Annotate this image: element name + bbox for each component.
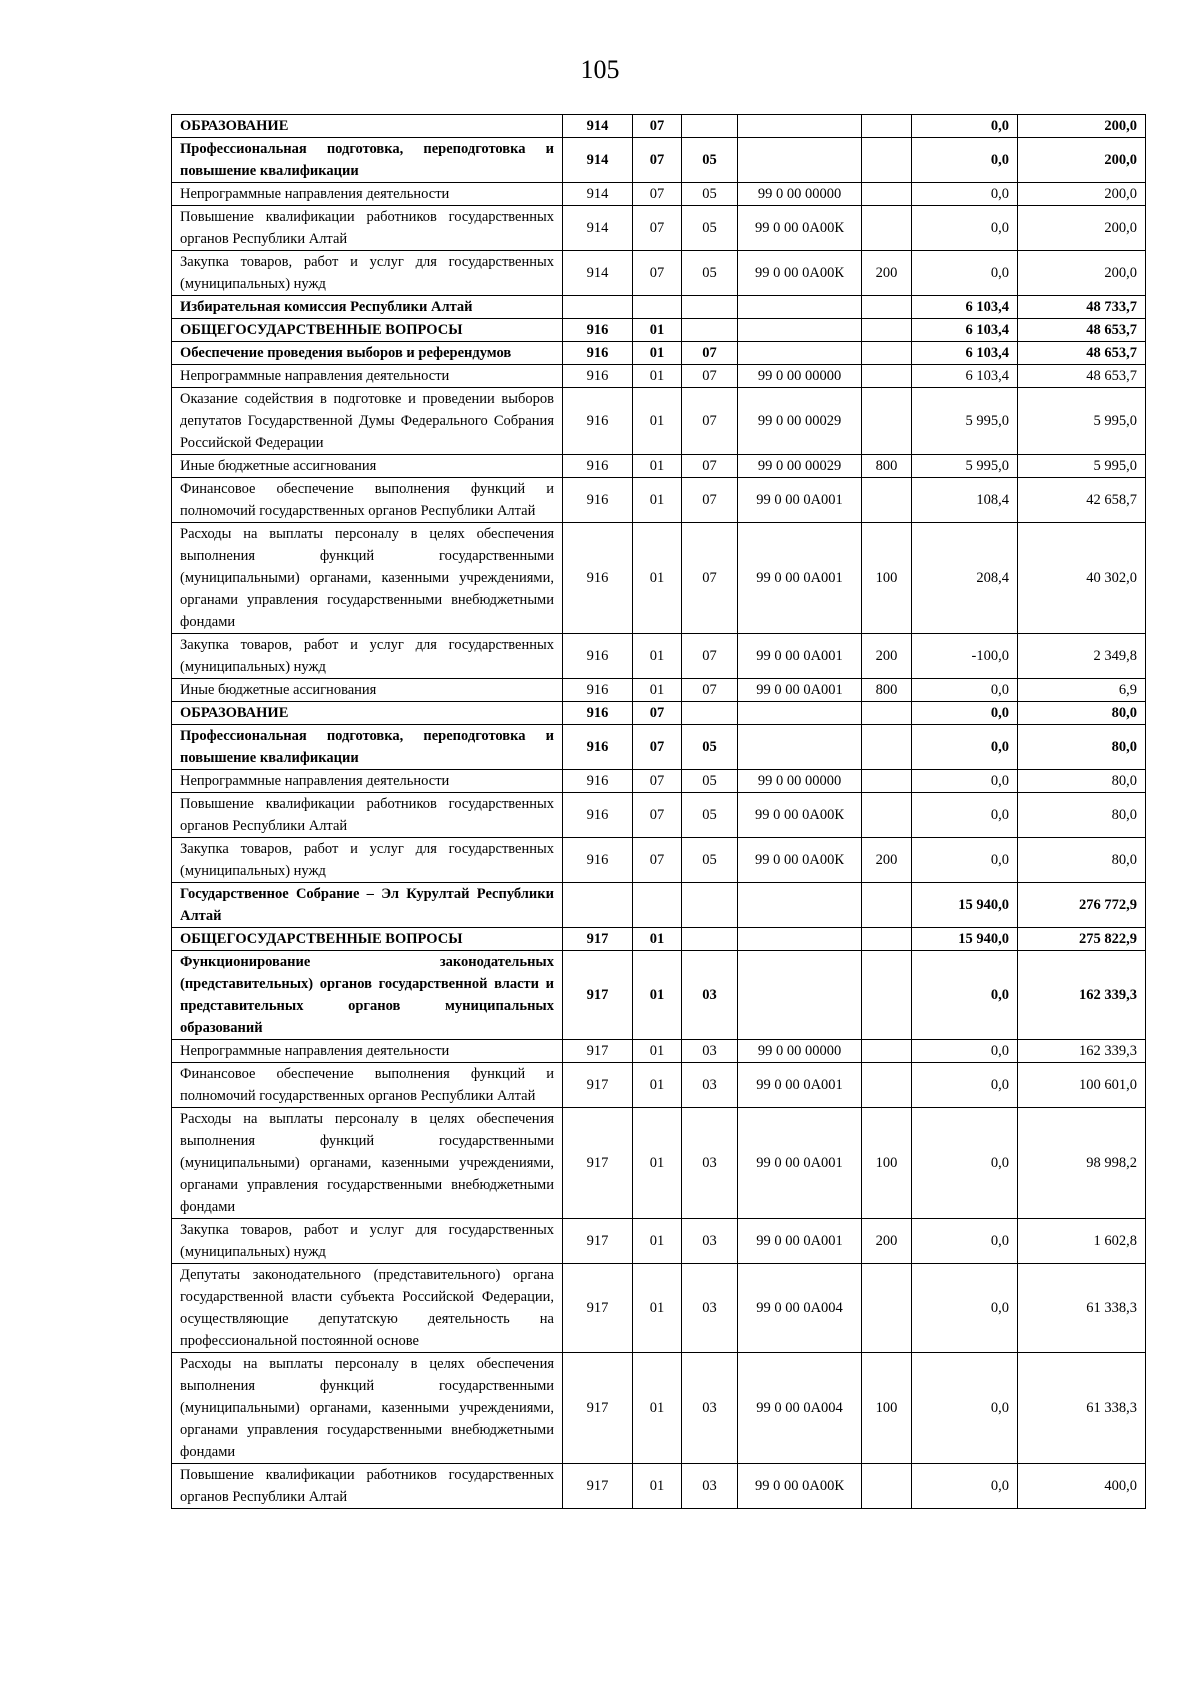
row-name-cell: Оказание содействия в подготовке и проведении выборов депутатов Государственной Думы Федерального Собрания Российской Федерации bbox=[172, 388, 563, 455]
amount-total-cell: 400,0 bbox=[1018, 1464, 1146, 1509]
target-article-cell bbox=[738, 115, 862, 138]
expense-type-cell: 100 bbox=[862, 1108, 912, 1219]
admin-code-cell: 916 bbox=[563, 679, 633, 702]
target-article-cell: 99 0 00 00029 bbox=[738, 455, 862, 478]
table-row bbox=[172, 1219, 1146, 1264]
expense-type-cell bbox=[862, 725, 912, 770]
table-row bbox=[172, 342, 1146, 365]
section-code-cell: 01 bbox=[633, 1108, 682, 1219]
subsection-code-cell bbox=[682, 319, 738, 342]
amount-change-cell: 15 940,0 bbox=[912, 928, 1018, 951]
row-name-cell: Непрограммные направления деятельности bbox=[172, 183, 563, 206]
target-article-cell: 99 0 00 00029 bbox=[738, 388, 862, 455]
expense-type-cell bbox=[862, 183, 912, 206]
admin-code-cell: 916 bbox=[563, 634, 633, 679]
section-code-cell: 07 bbox=[633, 138, 682, 183]
section-code-cell: 01 bbox=[633, 1353, 682, 1464]
table-row bbox=[172, 725, 1146, 770]
amount-change-cell: 0,0 bbox=[912, 138, 1018, 183]
amount-total-cell: 200,0 bbox=[1018, 183, 1146, 206]
amount-change-cell: 0,0 bbox=[912, 1108, 1018, 1219]
table-row bbox=[172, 319, 1146, 342]
amount-change-cell: 0,0 bbox=[912, 793, 1018, 838]
subsection-code-cell: 03 bbox=[682, 951, 738, 1040]
section-code-cell bbox=[633, 883, 682, 928]
amount-change-cell: 0,0 bbox=[912, 206, 1018, 251]
amount-total-cell: 98 998,2 bbox=[1018, 1108, 1146, 1219]
section-code-cell: 01 bbox=[633, 523, 682, 634]
section-code-cell: 01 bbox=[633, 342, 682, 365]
target-article-cell: 99 0 00 0А004 bbox=[738, 1264, 862, 1353]
row-name-cell: Иные бюджетные ассигнования bbox=[172, 679, 563, 702]
target-article-cell bbox=[738, 296, 862, 319]
target-article-cell: 99 0 00 00000 bbox=[738, 365, 862, 388]
target-article-cell bbox=[738, 883, 862, 928]
amount-change-cell: 0,0 bbox=[912, 951, 1018, 1040]
target-article-cell bbox=[738, 951, 862, 1040]
section-code-cell: 01 bbox=[633, 1040, 682, 1063]
table-row bbox=[172, 883, 1146, 928]
target-article-cell: 99 0 00 0А00К bbox=[738, 1464, 862, 1509]
section-code-cell: 07 bbox=[633, 702, 682, 725]
amount-change-cell: 0,0 bbox=[912, 115, 1018, 138]
section-code-cell: 01 bbox=[633, 365, 682, 388]
section-code-cell: 01 bbox=[633, 478, 682, 523]
section-code-cell: 01 bbox=[633, 634, 682, 679]
section-code-cell: 07 bbox=[633, 183, 682, 206]
amount-total-cell: 48 733,7 bbox=[1018, 296, 1146, 319]
amount-change-cell: 0,0 bbox=[912, 770, 1018, 793]
amount-total-cell: 80,0 bbox=[1018, 725, 1146, 770]
amount-total-cell: 200,0 bbox=[1018, 115, 1146, 138]
amount-total-cell: 200,0 bbox=[1018, 251, 1146, 296]
admin-code-cell: 916 bbox=[563, 770, 633, 793]
amount-change-cell: 0,0 bbox=[912, 1063, 1018, 1108]
row-name-cell: Закупка товаров, работ и услуг для государственных (муниципальных) нужд bbox=[172, 838, 563, 883]
row-name-cell: Закупка товаров, работ и услуг для государственных (муниципальных) нужд bbox=[172, 1219, 563, 1264]
subsection-code-cell: 03 bbox=[682, 1108, 738, 1219]
subsection-code-cell: 07 bbox=[682, 478, 738, 523]
table-row bbox=[172, 478, 1146, 523]
amount-total-cell: 48 653,7 bbox=[1018, 319, 1146, 342]
admin-code-cell: 916 bbox=[563, 725, 633, 770]
row-name-cell: Расходы на выплаты персоналу в целях обеспечения выполнения функций государственными (муниципальными) органами, казенными учреждениями, органами управления государственными внебюджетными фондами bbox=[172, 1108, 563, 1219]
expense-type-cell: 200 bbox=[862, 634, 912, 679]
table-row bbox=[172, 455, 1146, 478]
subsection-code-cell: 05 bbox=[682, 770, 738, 793]
admin-code-cell: 914 bbox=[563, 251, 633, 296]
admin-code-cell: 914 bbox=[563, 206, 633, 251]
admin-code-cell: 917 bbox=[563, 1108, 633, 1219]
target-article-cell bbox=[738, 702, 862, 725]
subsection-code-cell: 05 bbox=[682, 138, 738, 183]
section-code-cell: 01 bbox=[633, 679, 682, 702]
table-row bbox=[172, 951, 1146, 1040]
admin-code-cell: 916 bbox=[563, 342, 633, 365]
subsection-code-cell: 05 bbox=[682, 251, 738, 296]
admin-code-cell: 914 bbox=[563, 138, 633, 183]
subsection-code-cell: 07 bbox=[682, 455, 738, 478]
amount-total-cell: 80,0 bbox=[1018, 793, 1146, 838]
amount-change-cell: 5 995,0 bbox=[912, 455, 1018, 478]
row-name-cell: Расходы на выплаты персоналу в целях обеспечения выполнения функций государственными (муниципальными) органами, казенными учреждениями, органами управления государственными внебюджетными фондами bbox=[172, 523, 563, 634]
subsection-code-cell: 07 bbox=[682, 388, 738, 455]
admin-code-cell: 916 bbox=[563, 793, 633, 838]
amount-total-cell: 48 653,7 bbox=[1018, 342, 1146, 365]
admin-code-cell bbox=[563, 296, 633, 319]
amount-change-cell: 6 103,4 bbox=[912, 319, 1018, 342]
expense-type-cell: 200 bbox=[862, 838, 912, 883]
admin-code-cell: 916 bbox=[563, 838, 633, 883]
target-article-cell: 99 0 00 0А001 bbox=[738, 523, 862, 634]
table-row bbox=[172, 1108, 1146, 1219]
amount-total-cell: 5 995,0 bbox=[1018, 388, 1146, 455]
row-name-cell: Расходы на выплаты персоналу в целях обеспечения выполнения функций государственными (муниципальными) органами, казенными учреждениями, органами управления государственными внебюджетными фондами bbox=[172, 1353, 563, 1464]
expense-type-cell bbox=[862, 478, 912, 523]
amount-change-cell: 6 103,4 bbox=[912, 365, 1018, 388]
table-row bbox=[172, 1040, 1146, 1063]
subsection-code-cell: 07 bbox=[682, 679, 738, 702]
section-code-cell: 01 bbox=[633, 319, 682, 342]
amount-total-cell: 276 772,9 bbox=[1018, 883, 1146, 928]
target-article-cell: 99 0 00 00000 bbox=[738, 183, 862, 206]
amount-total-cell: 162 339,3 bbox=[1018, 951, 1146, 1040]
amount-change-cell: 15 940,0 bbox=[912, 883, 1018, 928]
subsection-code-cell bbox=[682, 702, 738, 725]
target-article-cell: 99 0 00 0А004 bbox=[738, 1353, 862, 1464]
admin-code-cell: 916 bbox=[563, 319, 633, 342]
subsection-code-cell: 03 bbox=[682, 1219, 738, 1264]
table-row bbox=[172, 770, 1146, 793]
expense-type-cell bbox=[862, 770, 912, 793]
expense-type-cell: 200 bbox=[862, 1219, 912, 1264]
amount-total-cell: 80,0 bbox=[1018, 770, 1146, 793]
table-row bbox=[172, 1264, 1146, 1353]
table-row bbox=[172, 183, 1146, 206]
row-name-cell: Повышение квалификации работников государственных органов Республики Алтай bbox=[172, 793, 563, 838]
row-name-cell: Закупка товаров, работ и услуг для государственных (муниципальных) нужд bbox=[172, 634, 563, 679]
section-code-cell: 07 bbox=[633, 793, 682, 838]
target-article-cell: 99 0 00 0А001 bbox=[738, 478, 862, 523]
expense-type-cell bbox=[862, 388, 912, 455]
subsection-code-cell: 07 bbox=[682, 634, 738, 679]
table-row bbox=[172, 388, 1146, 455]
section-code-cell: 01 bbox=[633, 388, 682, 455]
amount-total-cell: 162 339,3 bbox=[1018, 1040, 1146, 1063]
subsection-code-cell: 07 bbox=[682, 342, 738, 365]
row-name-cell: Обеспечение проведения выборов и референдумов bbox=[172, 342, 563, 365]
amount-total-cell: 61 338,3 bbox=[1018, 1353, 1146, 1464]
section-code-cell: 01 bbox=[633, 1063, 682, 1108]
subsection-code-cell: 03 bbox=[682, 1264, 738, 1353]
row-name-cell: Государственное Собрание – Эл Курултай Республики Алтай bbox=[172, 883, 563, 928]
target-article-cell bbox=[738, 138, 862, 183]
row-name-cell: Функционирование законодательных (представительных) органов государственной власти и представительных органов муниципальных образований bbox=[172, 951, 563, 1040]
amount-total-cell: 1 602,8 bbox=[1018, 1219, 1146, 1264]
admin-code-cell: 917 bbox=[563, 1464, 633, 1509]
subsection-code-cell: 07 bbox=[682, 523, 738, 634]
expense-type-cell bbox=[862, 793, 912, 838]
row-name-cell: ОБРАЗОВАНИЕ bbox=[172, 115, 563, 138]
amount-total-cell: 48 653,7 bbox=[1018, 365, 1146, 388]
section-code-cell: 01 bbox=[633, 1219, 682, 1264]
budget-table bbox=[171, 114, 1146, 1509]
subsection-code-cell: 03 bbox=[682, 1353, 738, 1464]
admin-code-cell: 917 bbox=[563, 1353, 633, 1464]
amount-change-cell: 6 103,4 bbox=[912, 342, 1018, 365]
expense-type-cell bbox=[862, 319, 912, 342]
table-row bbox=[172, 115, 1146, 138]
admin-code-cell: 916 bbox=[563, 388, 633, 455]
expense-type-cell bbox=[862, 951, 912, 1040]
table-row bbox=[172, 634, 1146, 679]
row-name-cell: Избирательная комиссия Республики Алтай bbox=[172, 296, 563, 319]
amount-total-cell: 6,9 bbox=[1018, 679, 1146, 702]
target-article-cell: 99 0 00 0А00К bbox=[738, 206, 862, 251]
section-code-cell bbox=[633, 296, 682, 319]
table-row bbox=[172, 1063, 1146, 1108]
amount-total-cell: 275 822,9 bbox=[1018, 928, 1146, 951]
subsection-code-cell: 03 bbox=[682, 1464, 738, 1509]
target-article-cell bbox=[738, 725, 862, 770]
amount-change-cell: 0,0 bbox=[912, 838, 1018, 883]
amount-change-cell: 6 103,4 bbox=[912, 296, 1018, 319]
amount-total-cell: 200,0 bbox=[1018, 138, 1146, 183]
section-code-cell: 07 bbox=[633, 770, 682, 793]
amount-total-cell: 2 349,8 bbox=[1018, 634, 1146, 679]
subsection-code-cell: 07 bbox=[682, 365, 738, 388]
subsection-code-cell bbox=[682, 883, 738, 928]
expense-type-cell: 800 bbox=[862, 455, 912, 478]
expense-type-cell bbox=[862, 883, 912, 928]
amount-change-cell: 208,4 bbox=[912, 523, 1018, 634]
subsection-code-cell: 05 bbox=[682, 793, 738, 838]
row-name-cell: Непрограммные направления деятельности bbox=[172, 770, 563, 793]
row-name-cell: Закупка товаров, работ и услуг для государственных (муниципальных) нужд bbox=[172, 251, 563, 296]
target-article-cell bbox=[738, 319, 862, 342]
expense-type-cell bbox=[862, 296, 912, 319]
row-name-cell: Финансовое обеспечение выполнения функций и полномочий государственных органов Республики Алтай bbox=[172, 478, 563, 523]
row-name-cell: Профессиональная подготовка, переподготовка и повышение квалификации bbox=[172, 725, 563, 770]
amount-change-cell: 0,0 bbox=[912, 1353, 1018, 1464]
admin-code-cell: 917 bbox=[563, 1219, 633, 1264]
amount-total-cell: 200,0 bbox=[1018, 206, 1146, 251]
expense-type-cell bbox=[862, 365, 912, 388]
row-name-cell: Депутаты законодательного (представительного) органа государственной власти субъекта Российской Федерации, осуществляющие депутатскую деятельность на профессиональной постоянной основе bbox=[172, 1264, 563, 1353]
admin-code-cell: 914 bbox=[563, 115, 633, 138]
target-article-cell bbox=[738, 342, 862, 365]
table-row bbox=[172, 679, 1146, 702]
expense-type-cell: 100 bbox=[862, 523, 912, 634]
section-code-cell: 07 bbox=[633, 838, 682, 883]
section-code-cell: 07 bbox=[633, 251, 682, 296]
subsection-code-cell bbox=[682, 296, 738, 319]
subsection-code-cell bbox=[682, 928, 738, 951]
table-row bbox=[172, 296, 1146, 319]
section-code-cell: 07 bbox=[633, 115, 682, 138]
expense-type-cell bbox=[862, 1264, 912, 1353]
section-code-cell: 01 bbox=[633, 455, 682, 478]
admin-code-cell: 916 bbox=[563, 702, 633, 725]
amount-total-cell: 61 338,3 bbox=[1018, 1264, 1146, 1353]
expense-type-cell: 800 bbox=[862, 679, 912, 702]
target-article-cell: 99 0 00 0А001 bbox=[738, 679, 862, 702]
row-name-cell: Иные бюджетные ассигнования bbox=[172, 455, 563, 478]
amount-total-cell: 80,0 bbox=[1018, 838, 1146, 883]
subsection-code-cell: 05 bbox=[682, 183, 738, 206]
admin-code-cell: 914 bbox=[563, 183, 633, 206]
table-row bbox=[172, 702, 1146, 725]
admin-code-cell: 917 bbox=[563, 1063, 633, 1108]
target-article-cell: 99 0 00 0А00К bbox=[738, 251, 862, 296]
amount-change-cell: 0,0 bbox=[912, 1040, 1018, 1063]
row-name-cell: Повышение квалификации работников государственных органов Республики Алтай bbox=[172, 1464, 563, 1509]
subsection-code-cell: 03 bbox=[682, 1040, 738, 1063]
amount-change-cell: 0,0 bbox=[912, 725, 1018, 770]
expense-type-cell bbox=[862, 206, 912, 251]
amount-change-cell: 0,0 bbox=[912, 1464, 1018, 1509]
admin-code-cell: 916 bbox=[563, 455, 633, 478]
row-name-cell: ОБЩЕГОСУДАРСТВЕННЫЕ ВОПРОСЫ bbox=[172, 319, 563, 342]
row-name-cell: ОБЩЕГОСУДАРСТВЕННЫЕ ВОПРОСЫ bbox=[172, 928, 563, 951]
amount-change-cell: 0,0 bbox=[912, 702, 1018, 725]
page-number: 105 bbox=[580, 55, 620, 84]
amount-change-cell: -100,0 bbox=[912, 634, 1018, 679]
table-row bbox=[172, 928, 1146, 951]
amount-change-cell: 0,0 bbox=[912, 1219, 1018, 1264]
admin-code-cell: 917 bbox=[563, 951, 633, 1040]
amount-change-cell: 0,0 bbox=[912, 183, 1018, 206]
target-article-cell: 99 0 00 00000 bbox=[738, 770, 862, 793]
expense-type-cell bbox=[862, 1040, 912, 1063]
row-name-cell: Повышение квалификации работников государственных органов Республики Алтай bbox=[172, 206, 563, 251]
target-article-cell: 99 0 00 0А00К bbox=[738, 838, 862, 883]
expense-type-cell bbox=[862, 928, 912, 951]
expense-type-cell bbox=[862, 342, 912, 365]
row-name-cell: Профессиональная подготовка, переподготовка и повышение квалификации bbox=[172, 138, 563, 183]
table-row bbox=[172, 251, 1146, 296]
admin-code-cell: 917 bbox=[563, 1264, 633, 1353]
amount-change-cell: 0,0 bbox=[912, 1264, 1018, 1353]
amount-total-cell: 40 302,0 bbox=[1018, 523, 1146, 634]
amount-change-cell: 0,0 bbox=[912, 251, 1018, 296]
admin-code-cell bbox=[563, 883, 633, 928]
expense-type-cell bbox=[862, 115, 912, 138]
expense-type-cell bbox=[862, 138, 912, 183]
table-row bbox=[172, 206, 1146, 251]
expense-type-cell bbox=[862, 702, 912, 725]
table-row bbox=[172, 793, 1146, 838]
row-name-cell: Непрограммные направления деятельности bbox=[172, 1040, 563, 1063]
subsection-code-cell bbox=[682, 115, 738, 138]
section-code-cell: 01 bbox=[633, 1264, 682, 1353]
table-row bbox=[172, 838, 1146, 883]
amount-change-cell: 0,0 bbox=[912, 679, 1018, 702]
amount-total-cell: 100 601,0 bbox=[1018, 1063, 1146, 1108]
table-row bbox=[172, 1464, 1146, 1509]
table-row bbox=[172, 365, 1146, 388]
section-code-cell: 07 bbox=[633, 725, 682, 770]
table-body bbox=[172, 115, 1146, 1509]
admin-code-cell: 916 bbox=[563, 523, 633, 634]
subsection-code-cell: 03 bbox=[682, 1063, 738, 1108]
target-article-cell: 99 0 00 0А001 bbox=[738, 634, 862, 679]
table-row bbox=[172, 523, 1146, 634]
target-article-cell: 99 0 00 0А001 bbox=[738, 1219, 862, 1264]
section-code-cell: 01 bbox=[633, 928, 682, 951]
target-article-cell bbox=[738, 928, 862, 951]
admin-code-cell: 917 bbox=[563, 928, 633, 951]
section-code-cell: 01 bbox=[633, 1464, 682, 1509]
row-name-cell: Непрограммные направления деятельности bbox=[172, 365, 563, 388]
table-row bbox=[172, 138, 1146, 183]
admin-code-cell: 917 bbox=[563, 1040, 633, 1063]
section-code-cell: 01 bbox=[633, 951, 682, 1040]
target-article-cell: 99 0 00 0А001 bbox=[738, 1063, 862, 1108]
amount-total-cell: 5 995,0 bbox=[1018, 455, 1146, 478]
amount-total-cell: 42 658,7 bbox=[1018, 478, 1146, 523]
admin-code-cell: 916 bbox=[563, 365, 633, 388]
expense-type-cell: 200 bbox=[862, 251, 912, 296]
target-article-cell: 99 0 00 00000 bbox=[738, 1040, 862, 1063]
admin-code-cell: 916 bbox=[563, 478, 633, 523]
subsection-code-cell: 05 bbox=[682, 725, 738, 770]
expense-type-cell bbox=[862, 1464, 912, 1509]
expense-type-cell: 100 bbox=[862, 1353, 912, 1464]
row-name-cell: Финансовое обеспечение выполнения функций и полномочий государственных органов Республики Алтай bbox=[172, 1063, 563, 1108]
row-name-cell: ОБРАЗОВАНИЕ bbox=[172, 702, 563, 725]
subsection-code-cell: 05 bbox=[682, 206, 738, 251]
target-article-cell: 99 0 00 0А001 bbox=[738, 1108, 862, 1219]
table-row bbox=[172, 1353, 1146, 1464]
expense-type-cell bbox=[862, 1063, 912, 1108]
subsection-code-cell: 05 bbox=[682, 838, 738, 883]
amount-change-cell: 108,4 bbox=[912, 478, 1018, 523]
target-article-cell: 99 0 00 0А00К bbox=[738, 793, 862, 838]
section-code-cell: 07 bbox=[633, 206, 682, 251]
amount-change-cell: 5 995,0 bbox=[912, 388, 1018, 455]
amount-total-cell: 80,0 bbox=[1018, 702, 1146, 725]
